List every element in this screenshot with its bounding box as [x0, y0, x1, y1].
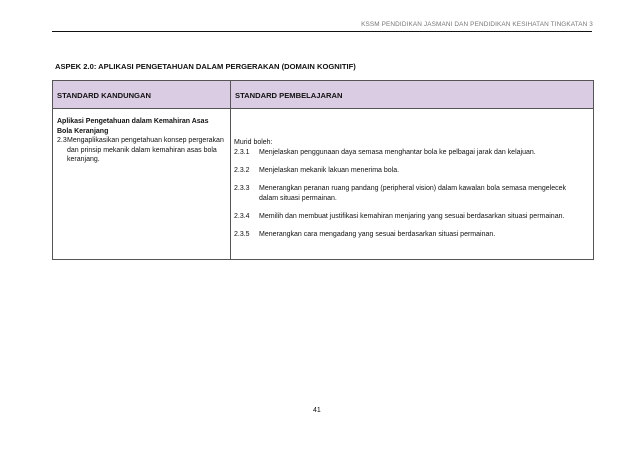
- learning-intro: Murid boleh:: [234, 139, 273, 146]
- column-header-standard-kandungan: STANDARD KANDUNGAN: [57, 91, 151, 100]
- column-header-standard-pembelajaran: STANDARD PEMBELAJARAN: [235, 91, 343, 100]
- learning-standard-item: [234, 166, 586, 176]
- learning-standard-text: Menerangkan cara mengadang yang sesuai berdasarkan situasi permainan.: [259, 231, 496, 238]
- learning-standard-text: Memilih dan membuat justifikasi kemahiran menjaring yang sesuai berdasarkan situasi permainan.: [259, 213, 565, 220]
- learning-standard-number: 2.3.3: [234, 185, 250, 192]
- page-number: 41: [313, 407, 321, 414]
- learning-standard-number: 2.3.2: [234, 167, 250, 174]
- content-standard-cell: [57, 117, 225, 165]
- learning-standard-number: 2.3.1: [234, 149, 250, 156]
- learning-standard-text: Menjelaskan mekanik lakuan menerima bola.: [259, 167, 400, 174]
- table-header-row: [53, 81, 593, 109]
- learning-standard-number: 2.3.5: [234, 231, 250, 238]
- learning-standard-item: [234, 212, 586, 222]
- learning-standard-number: 2.3.4: [234, 213, 250, 220]
- column-divider: [230, 81, 231, 259]
- standards-table: [52, 80, 594, 260]
- content-standard-item: [57, 136, 225, 165]
- header-rule: [52, 31, 592, 32]
- content-standard-number: 2.3: [57, 137, 67, 145]
- running-header: KSSM PENDIDIKAN JASMANI DAN PENDIDIKAN KESIHATAN TINGKATAN 3: [361, 21, 593, 28]
- topic-title: Aplikasi Pengetahuan dalam Kemahiran Asas Bola Keranjang: [57, 118, 209, 135]
- learning-standard-text: Menjelaskan penggunaan daya semasa menghantar bola ke pelbagai jarak dan kelajuan.: [259, 149, 536, 156]
- learning-standard-cell: [234, 138, 586, 248]
- learning-standard-text: Menerangkan peranan ruang pandang (peripheral vision) dalam kawalan bola semasa mengelecek dalam situasi permainan.: [259, 185, 567, 202]
- learning-standard-item: [234, 230, 586, 240]
- section-title: ASPEK 2.0: APLIKASI PENGETAHUAN DALAM PERGERAKAN (DOMAIN KOGNITIF): [55, 62, 356, 71]
- content-standard-text: Mengaplikasikan pengetahuan konsep pergerakan dan prinsip mekanik dalam kemahiran asas bola keranjang.: [67, 137, 224, 164]
- learning-standard-item: [234, 148, 586, 158]
- learning-standard-item: [234, 184, 586, 204]
